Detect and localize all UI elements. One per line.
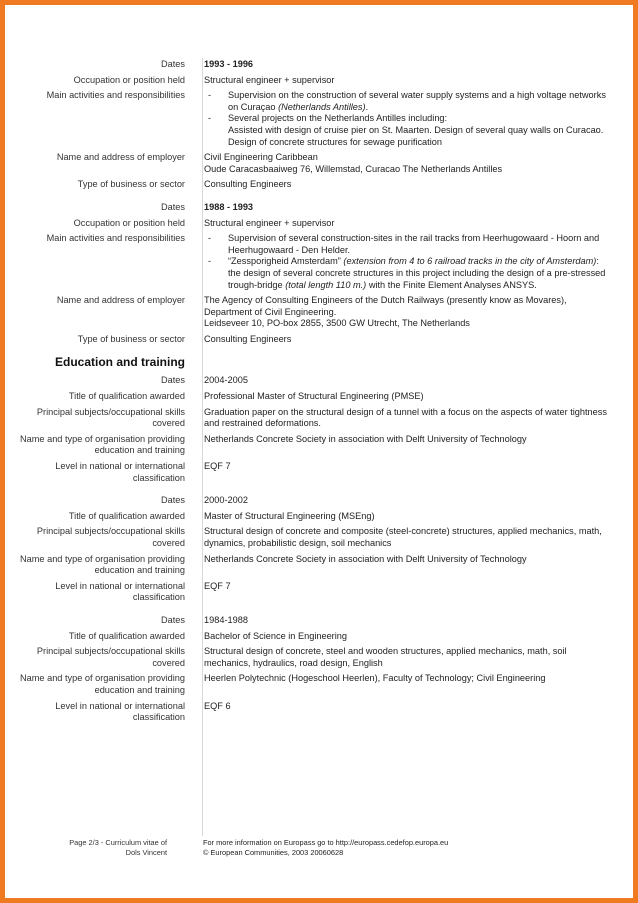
activity-item: - Supervision on the construction of several water supply systems and a high voltage networks on Curaçao (Netherlands Antilles). — [208, 90, 606, 112]
subjects-label: Principal subjects/occupational skills covered — [36, 526, 185, 548]
subjects-value: Structural design of concrete and composite (steel-concrete) structures, applied mechanics, math, dynamics, probabilistic design, soil mechanics — [204, 526, 602, 548]
dates-label: Dates — [160, 59, 185, 69]
activity-item: - Several projects on the Netherlands Antilles including: — [208, 113, 448, 124]
activity-detail: Design of concrete structures for sewage purification — [228, 136, 442, 147]
dates-label: Dates — [160, 201, 185, 212]
qualification-title-value: Bachelor of Science in Engineering — [204, 630, 348, 641]
page-footer — [10, 838, 638, 857]
business-value: Consulting Engineers — [204, 333, 292, 344]
organisation-value: Heerlen Polytechnic (Hogeschool Heerlen), Faculty of Technology; Civil Engineering — [204, 673, 546, 684]
qualification-title-label: Title of qualification awarded — [68, 391, 185, 402]
occupation-value: Structural engineer + supervisor — [204, 74, 335, 85]
footer-page-info: Page 2/3 - Curriculum vitae of Dols Vincent — [69, 838, 167, 857]
employer-value: The Agency of Consulting Engineers of the Dutch Railways (presently know as Movares), Department of Civil Engineering. Leidseveer 10, PO-box 2855, 3500 GW Utrecht, The Netherlands — [204, 295, 567, 329]
organisation-label: Name and type of organisation providing education and training — [20, 433, 185, 456]
organisation-label: Name and type of organisation providing education and training — [20, 673, 185, 695]
organisation-value: Netherlands Concrete Society in association with Delft University of Technology — [204, 433, 527, 444]
dates-value: 1988 - 1993 — [204, 201, 254, 212]
employer-label: Name and address of employer — [56, 295, 185, 306]
qualification-title-value: Professional Master of Structural Engineering (PMSE) — [204, 391, 424, 402]
cv-page — [10, 10, 638, 903]
activities-label: Main activities and responsibilities — [46, 233, 185, 244]
business-label: Type of business or sector — [77, 333, 185, 344]
experience-entry-2 — [10, 202, 638, 346]
level-label: Level in national or international classification — [55, 580, 185, 603]
level-label: Level in national or international classification — [55, 700, 185, 723]
organisation-label: Name and type of organisation providing education and training — [20, 553, 185, 576]
dates-value: 2000-2002 — [204, 495, 248, 506]
dates-value: 1993 - 1996 — [204, 59, 254, 69]
occupation-label: Occupation or position held — [73, 74, 185, 85]
activities-label: Main activities and responsibilities — [46, 90, 185, 101]
dates-label: Dates — [160, 495, 185, 506]
level-value: EQF 7 — [204, 461, 231, 472]
section-heading-education: Education and training — [54, 355, 185, 370]
experience-entry-1 — [10, 59, 638, 191]
activity-detail: Assisted with design of cruise pier on St. Maarten. Design of several quay walls on Curacao. — [228, 124, 604, 135]
employer-label: Name and address of employer — [56, 152, 185, 163]
subjects-value: Structural design of concrete, steel and wooden structures, applied mechanics, math, soil mechanics, hydraulics, road design, English — [204, 646, 567, 668]
subjects-label: Principal subjects/occupational skills covered — [36, 406, 185, 429]
dates-label: Dates — [160, 375, 185, 386]
activities-value — [197, 90, 614, 148]
dates-value: 2004-2005 — [204, 375, 248, 386]
activity-item: - Supervision of several construction-sites in the rail tracks from Heerhugowaard - Hoorn and Heerhugowaard - Den Helder. — [208, 233, 600, 255]
footer-europass-info: For more information on Europass go to http://europass.cedefop.europa.eu © European Communities, 2003 20060628 — [203, 838, 449, 857]
employer-value: Civil Engineering Caribbean Oude Caracasbaaiweg 76, Willemstad, Curacao The Netherlands Antilles — [204, 152, 503, 174]
occupation-value: Structural engineer + supervisor — [204, 217, 335, 228]
level-value: EQF 7 — [204, 580, 231, 591]
dates-label: Dates — [160, 614, 185, 625]
qualification-title-value: Master of Structural Engineering (MSEng) — [204, 510, 375, 521]
business-value: Consulting Engineers — [204, 179, 292, 190]
subjects-label: Principal subjects/occupational skills covered — [36, 646, 185, 668]
education-entry-2 — [10, 495, 638, 604]
level-value: EQF 6 — [204, 700, 231, 711]
subjects-value: Graduation paper on the structural design of a tunnel with a focus on the aspects of water tightness and restrained deformations. — [204, 406, 607, 429]
cv-content — [10, 59, 638, 724]
qualification-title-label: Title of qualification awarded — [68, 510, 185, 521]
level-label: Level in national or international classification — [55, 461, 185, 483]
business-label: Type of business or sector — [77, 179, 185, 190]
education-entry-1 — [10, 375, 638, 484]
qualification-title-label: Title of qualification awarded — [68, 630, 185, 641]
activity-item: - “Zessporigheid Amsterdam” (extension from 4 to 6 railroad tracks in the city of Amsterdam): the design of several concrete structures in this project including the design of a pre-stressed trough-bridge (total length 110 m.) with the Finite Element Analyses ANSYS. — [208, 256, 606, 290]
organisation-value: Netherlands Concrete Society in association with Delft University of Technology — [204, 553, 527, 564]
dates-value: 1984-1988 — [204, 614, 248, 625]
activities-value — [197, 233, 614, 291]
occupation-label: Occupation or position held — [73, 217, 185, 228]
education-entry-3 — [10, 615, 638, 724]
